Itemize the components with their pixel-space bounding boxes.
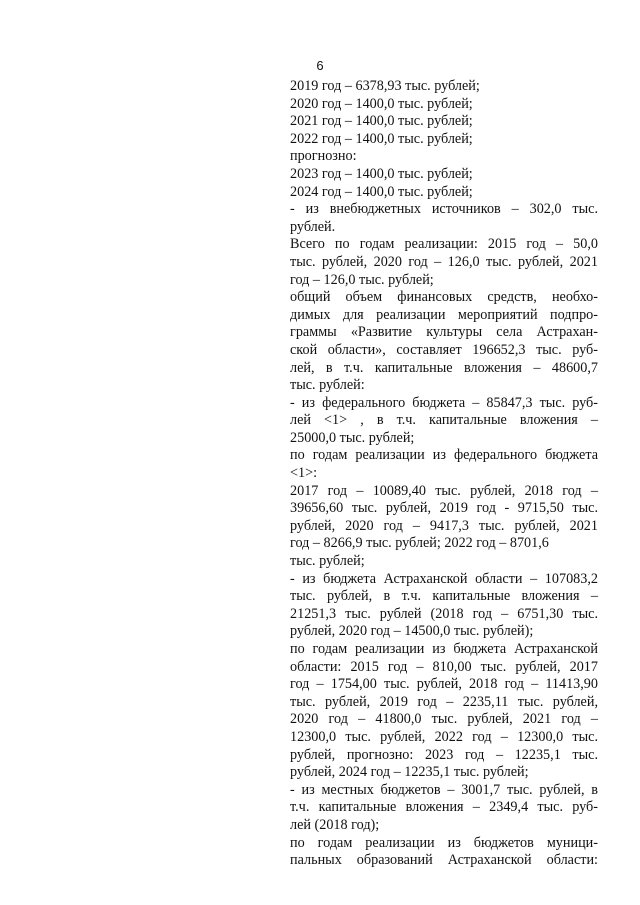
text-line: 2020 год – 41800,0 тыс. рублей, 2021 год –	[290, 711, 598, 728]
text-line: по годам реализации из бюджета Астраханской	[290, 641, 598, 657]
text-line: тыс. рублей;	[290, 553, 365, 570]
text-line: - из местных бюджетов – 3001,7 тыс. рублей, в	[290, 781, 598, 798]
text-line: 2024 год – 1400,0 тыс. рублей;	[290, 183, 473, 200]
text-line: 2022 год – 1400,0 тыс. рублей;	[290, 130, 473, 147]
text-line: рублей, 2020 год – 14500,0 тыс. рублей);	[290, 623, 534, 640]
text-line: димых для реализации мероприятий подпро-	[290, 306, 598, 323]
text-line: - из бюджета Астраханской области – 107083,2	[290, 570, 598, 587]
text-line: год – 1754,00 тыс. рублей, 2018 год – 11413,90	[290, 676, 598, 693]
text-line: 2017 год – 10089,40 тыс. рублей, 2018 год –	[290, 482, 598, 499]
text-line: - из федерального бюджета – 85847,3 тыс. руб-	[290, 394, 598, 411]
text-line: 2019 год – 6378,93 тыс. рублей;	[290, 78, 480, 94]
text-line: год – 8266,9 тыс. рублей; 2022 год – 8701,6	[290, 535, 549, 552]
text-line: 39656,60 тыс. рублей, 2019 год - 9715,50 тыс.	[290, 500, 598, 517]
text-line: 21251,3 тыс. рублей (2018 год – 6751,30 тыс.	[290, 605, 598, 622]
text-line: ской области», составляет 196652,3 тыс. руб-	[290, 341, 598, 358]
text-line: пальных образований Астраханской области:	[290, 852, 598, 869]
text-line: 2021 год – 1400,0 тыс. рублей;	[290, 113, 473, 130]
page-number: 6	[316, 58, 324, 73]
text-line: тыс. рублей, 2019 год – 2235,11 тыс. рублей,	[290, 693, 598, 710]
text-line: области: 2015 год – 810,00 тыс. рублей, 2017	[290, 658, 598, 675]
text-line: тыс. рублей, в т.ч. капитальные вложения –	[290, 588, 598, 605]
text-line: рублей, прогнозно: 2023 год – 12235,1 тыс.	[290, 746, 598, 763]
text-line: - из внебюджетных источников – 302,0 тыс.	[290, 201, 598, 218]
text-line: рублей.	[290, 218, 336, 235]
text-line: общий объем финансовых средств, необхо-	[290, 289, 598, 306]
text-line: тыс. рублей:	[290, 377, 365, 394]
text-line: по годам реализации из федерального бюджета	[290, 447, 598, 464]
text-line: 12300,0 тыс. рублей, 2022 год – 12300,0 тыс.	[290, 728, 598, 745]
text-line: <1>:	[290, 465, 318, 482]
text-line: лей (2018 год);	[290, 816, 380, 833]
text-line: прогнозно:	[290, 148, 357, 165]
text-line: 2023 год – 1400,0 тыс. рублей;	[290, 165, 473, 182]
text-line: тыс. рублей, 2020 год – 126,0 тыс. рублей, 2021	[290, 253, 598, 270]
text-line: Всего по годам реализации: 2015 год – 50,0	[290, 236, 598, 253]
document-text-column	[290, 78, 598, 870]
text-line: по годам реализации из бюджетов муници-	[290, 834, 598, 851]
text-line: 2020 год – 1400,0 тыс. рублей;	[290, 95, 473, 112]
text-line: лей, в т.ч. капитальные вложения – 48600,7	[290, 359, 598, 376]
text-line: т.ч. капитальные вложения – 2349,4 тыс. руб-	[290, 799, 598, 816]
text-line: рублей, 2024 год – 12235,1 тыс. рублей;	[290, 764, 529, 781]
text-line: лей <1> , в т.ч. капитальные вложения –	[290, 412, 598, 429]
text-line: рублей, 2020 год – 9417,3 тыс. рублей, 2021	[290, 517, 598, 534]
text-line: 25000,0 тыс. рублей;	[290, 429, 415, 446]
text-line: год – 126,0 тыс. рублей;	[290, 271, 434, 288]
text-line: граммы «Развитие культуры села Астрахан-	[290, 324, 598, 341]
